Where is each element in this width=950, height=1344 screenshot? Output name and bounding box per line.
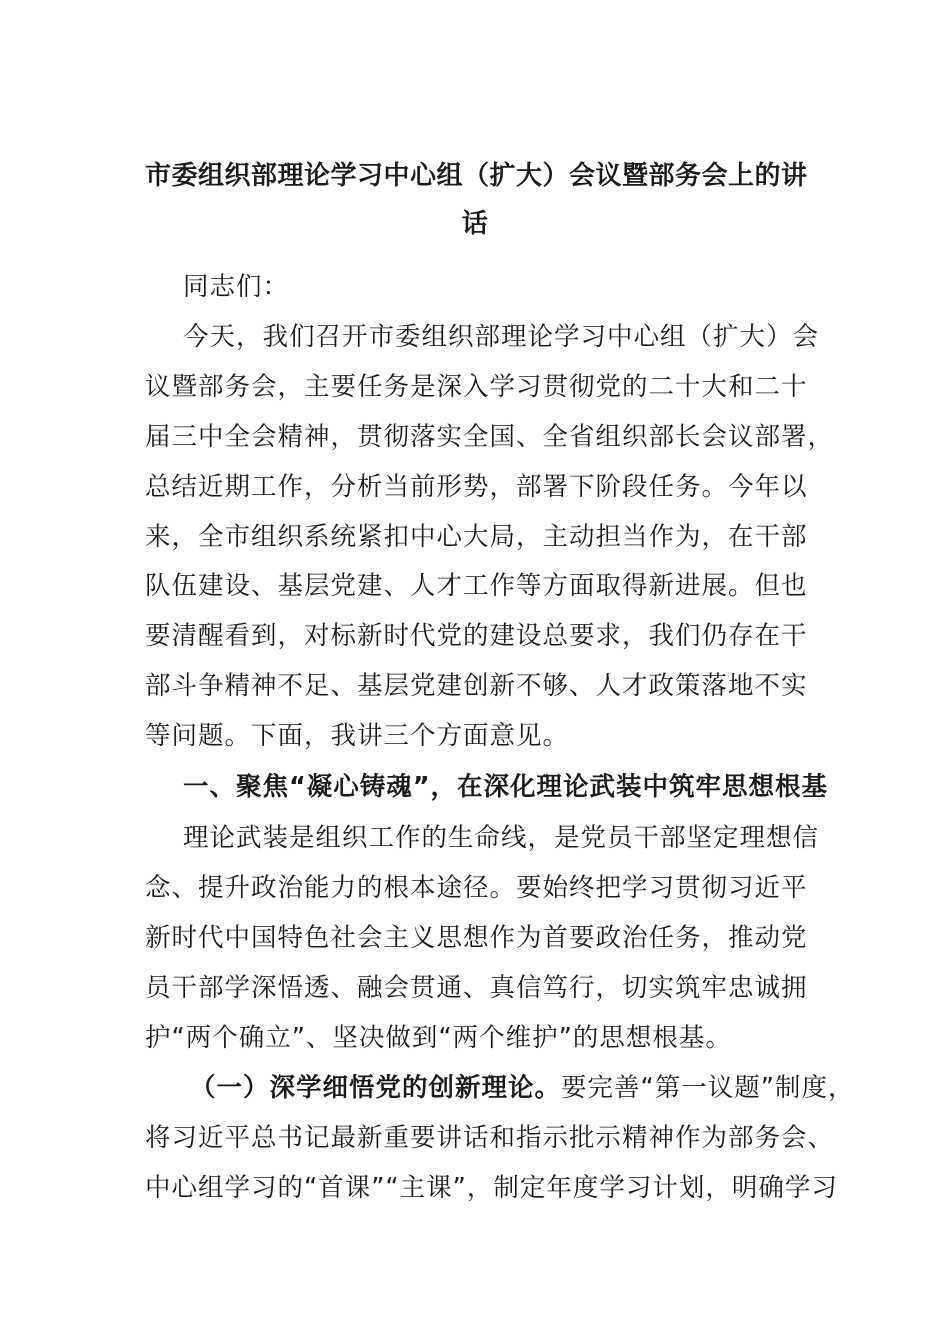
paragraph-1-line: 议暨部务会，主要任务是深入学习贯彻党的二十大和二十 xyxy=(145,372,808,402)
paragraph-2-line: 新时代中国特色社会主义思想作为首要政治任务，推动党 xyxy=(145,923,808,953)
paragraph-1-line: 队伍建设、基层党建、人才工作等方面取得新进展。但也 xyxy=(145,571,808,601)
paragraph-3-line: 中心组学习的“首课”“主课”，制定年度学习计划，明确学习 xyxy=(145,1173,838,1203)
paragraph-2-line: 念、提升政治能力的根本途径。要始终把学习贯彻习近平 xyxy=(145,873,808,903)
document-title-line-1: 市委组织部理论学习中心组（扩大）会议暨部务会上的讲 xyxy=(145,161,808,191)
paragraph-1-line: 总结近期工作，分析当前形势，部署下阶段任务。今年以 xyxy=(145,472,808,502)
subsection-1-text: 要完善“第一议题”制度， xyxy=(561,1073,855,1103)
section-heading-1: 一、聚焦“凝心铸魂”，在深化理论武装中筑牢思想根基 xyxy=(183,772,829,802)
paragraph-2-line: 员干部学深悟透、融会贯通、真信笃行，切实筑牢忠诚拥 xyxy=(145,973,808,1003)
document-title-line-2: 话 xyxy=(461,209,489,239)
paragraph-1-line: 要清醒看到，对标新时代党的建设总要求，我们仍存在干 xyxy=(145,621,808,651)
paragraph-1-line: 等问题。下面，我讲三个方面意见。 xyxy=(145,721,570,751)
paragraph-2-line: 理论武装是组织工作的生命线，是党员干部坚定理想信 xyxy=(183,823,820,853)
paragraph-1-line: 届三中全会精神，贯彻落实全国、全省组织部长会议部署， xyxy=(145,422,835,452)
subsection-1-heading: （一）深学细悟党的创新理论。 xyxy=(190,1073,562,1103)
paragraph-3-line: 将习近平总书记最新重要讲话和指示批示精神作为部务会、 xyxy=(145,1123,835,1153)
salutation: 同志们： xyxy=(183,272,290,302)
paragraph-1-line: 部斗争精神不足、基层党建创新不够、人才政策落地不实 xyxy=(145,671,808,701)
paragraph-2-line: 护“两个确立”、坚决做到“两个维护”的思想根基。 xyxy=(145,1023,732,1053)
paragraph-1-line: 今天，我们召开市委组织部理论学习中心组（扩大）会 xyxy=(183,322,820,352)
paragraph-1-line: 来，全市组织系统紧扣中心大局，主动担当作为，在干部 xyxy=(145,522,808,552)
subsection-1-line xyxy=(190,1063,854,1113)
